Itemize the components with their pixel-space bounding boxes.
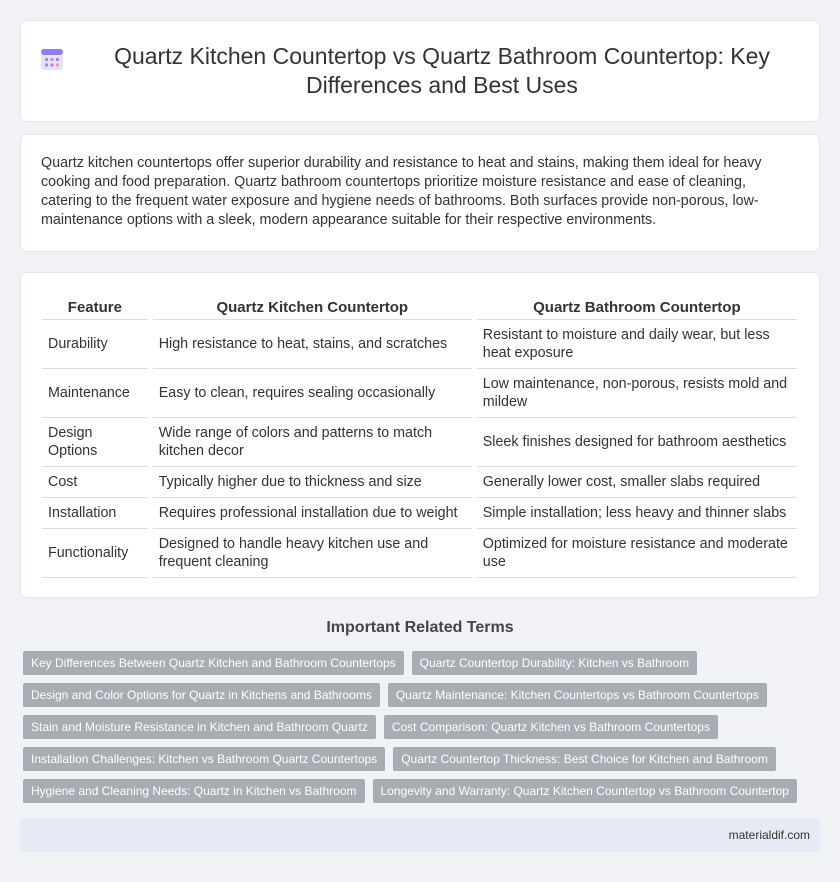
table-row bbox=[42, 498, 797, 529]
footer bbox=[20, 818, 820, 852]
tag-row bbox=[23, 651, 813, 675]
related-term-tag[interactable]: Installation Challenges: Kitchen vs Bathroom Quartz Countertops bbox=[23, 747, 385, 771]
kitchen-cell: Requires professional installation due to weight bbox=[153, 498, 472, 529]
related-term-tag[interactable]: Quartz Countertop Durability: Kitchen vs Bathroom bbox=[412, 651, 697, 675]
table-row bbox=[42, 320, 797, 369]
kitchen-cell: Wide range of colors and patterns to match kitchen decor bbox=[153, 418, 472, 467]
table-row bbox=[42, 467, 797, 498]
kitchen-cell: Typically higher due to thickness and size bbox=[153, 467, 472, 498]
kitchen-cell: Designed to handle heavy kitchen use and frequent cleaning bbox=[153, 529, 472, 578]
related-term-tag[interactable]: Stain and Moisture Resistance in Kitchen and Bathroom Quartz bbox=[23, 715, 376, 739]
kitchen-cell: Easy to clean, requires sealing occasionally bbox=[153, 369, 472, 418]
header-bathroom: Quartz Bathroom Countertop bbox=[477, 295, 797, 320]
comparison-card bbox=[20, 272, 820, 598]
calendar-grid-icon bbox=[40, 46, 66, 72]
related-term-tag[interactable]: Design and Color Options for Quartz in Kitchens and Bathrooms bbox=[23, 683, 380, 707]
table-header-row bbox=[42, 295, 797, 320]
related-term-tag[interactable]: Quartz Countertop Thickness: Best Choice for Kitchen and Bathroom bbox=[393, 747, 776, 771]
feature-cell: Installation bbox=[42, 498, 148, 529]
related-term-tag[interactable]: Quartz Maintenance: Kitchen Countertops vs Bathroom Countertops bbox=[388, 683, 767, 707]
page-title: Quartz Kitchen Countertop vs Quartz Bathroom Countertop: Key Differences and Best Uses bbox=[114, 43, 770, 98]
bathroom-cell: Sleek finishes designed for bathroom aesthetics bbox=[477, 418, 797, 467]
bathroom-cell: Resistant to moisture and daily wear, but less heat exposure bbox=[477, 320, 797, 369]
table-row bbox=[42, 529, 797, 578]
intro-text: Quartz kitchen countertops offer superior durability and resistance to heat and stains, making them ideal for heavy cooking and food preparation. Quartz bathroom countertops prioritize moisture resistance and ease of cleaning, catering to the frequent water exposure and hygiene needs of bathrooms. Both surfaces provide non-porous, low-maintenance options with a sleek, modern appearance suitable for their respective environments. bbox=[41, 155, 762, 228]
tag-row bbox=[23, 683, 813, 707]
related-terms-title: Important Related Terms bbox=[326, 619, 514, 636]
bathroom-cell: Generally lower cost, smaller slabs required bbox=[477, 467, 797, 498]
related-term-tag[interactable]: Key Differences Between Quartz Kitchen and Bathroom Countertops bbox=[23, 651, 404, 675]
table-row bbox=[42, 369, 797, 418]
bathroom-cell: Simple installation; less heavy and thinner slabs bbox=[477, 498, 797, 529]
related-term-tag[interactable]: Longevity and Warranty: Quartz Kitchen Countertop vs Bathroom Countertop bbox=[373, 779, 797, 803]
header-feature: Feature bbox=[42, 295, 148, 320]
footer-site[interactable]: materialdif.com bbox=[728, 828, 810, 842]
feature-cell: Design Options bbox=[42, 418, 148, 467]
header-kitchen: Quartz Kitchen Countertop bbox=[153, 295, 472, 320]
comparison-table bbox=[42, 295, 797, 578]
intro-card bbox=[20, 134, 820, 252]
kitchen-cell: High resistance to heat, stains, and scratches bbox=[153, 320, 472, 369]
feature-cell: Durability bbox=[42, 320, 148, 369]
related-terms-list bbox=[23, 651, 813, 811]
feature-cell: Functionality bbox=[42, 529, 148, 578]
table-row bbox=[42, 418, 797, 467]
related-term-tag[interactable]: Hygiene and Cleaning Needs: Quartz in Kitchen vs Bathroom bbox=[23, 779, 365, 803]
tag-row bbox=[23, 779, 813, 803]
title-card bbox=[20, 20, 820, 122]
title-wrap bbox=[40, 42, 800, 100]
bathroom-cell: Optimized for moisture resistance and moderate use bbox=[477, 529, 797, 578]
feature-cell: Cost bbox=[42, 467, 148, 498]
tag-row bbox=[23, 747, 813, 771]
related-term-tag[interactable]: Cost Comparison: Quartz Kitchen vs Bathroom Countertops bbox=[384, 715, 718, 739]
bathroom-cell: Low maintenance, non-porous, resists mold and mildew bbox=[477, 369, 797, 418]
tag-row bbox=[23, 715, 813, 739]
feature-cell: Maintenance bbox=[42, 369, 148, 418]
